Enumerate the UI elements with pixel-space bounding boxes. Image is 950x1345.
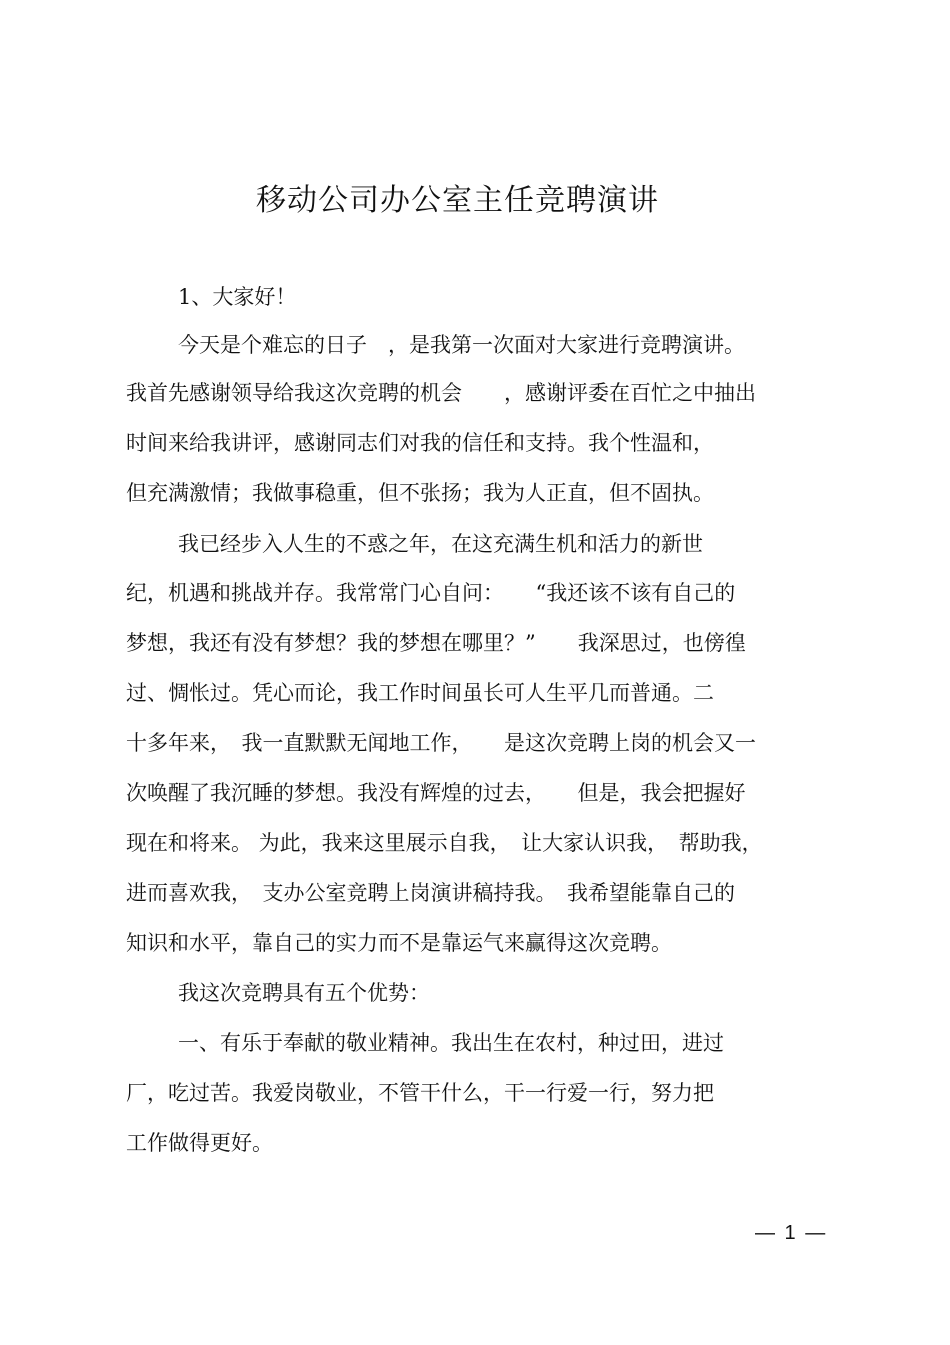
paragraph-line: 时间来给我讲评，感谢同志们对我的信任和支持。我个性温和， bbox=[126, 431, 714, 455]
paragraph-line: 但充满激情；我做事稳重，但不张扬；我为人正直，但不固执。 bbox=[126, 481, 714, 505]
page-number: — 1 — bbox=[755, 1222, 828, 1244]
paragraph-line: 一、有乐于奉献的敬业精神。我出生在农村，种过田，进过 bbox=[178, 1031, 724, 1055]
paragraph-line: 工作做得更好。 bbox=[126, 1131, 273, 1155]
paragraph-line: 我已经步入人生的不惑之年，在这充满生机和活力的新世 bbox=[178, 532, 703, 556]
paragraph-line: 今天是个难忘的日子 ，是我第一次面对大家进行竞聘演讲。 bbox=[178, 333, 745, 357]
paragraph-line: 我这次竞聘具有五个优势： bbox=[178, 981, 430, 1005]
paragraph-line: 次唤醒了我沉睡的梦想。我没有辉煌的过去， 但是，我会把握好 bbox=[126, 781, 746, 805]
paragraph-line: 现在和将来。 为此，我来这里展示自我， 让大家认识我， 帮助我， bbox=[126, 831, 763, 855]
paragraph-line: 过、惆怅过。凭心而论，我工作时间虽长可人生平几而普通。二 bbox=[126, 681, 714, 705]
paragraph-line: 我首先感谢领导给我这次竞聘的机会 ，感谢评委在百忙之中抽出 bbox=[126, 381, 756, 405]
paragraph-line: 1、大家好！ bbox=[178, 285, 297, 309]
paragraph-line: 进而喜欢我， 支办公室竞聘上岗演讲稿持我。 我希望能靠自己的 bbox=[126, 881, 735, 905]
paragraph-line: 知识和水平，靠自己的实力而不是靠运气来赢得这次竞聘。 bbox=[126, 931, 672, 955]
paragraph-line: 十多年来， 我一直默默无闻地工作， 是这次竞聘上岗的机会又一 bbox=[126, 731, 756, 755]
paragraph-line: 纪，机遇和挑战并存。我常常门心自问： “我还该不该有自己的 bbox=[126, 581, 736, 605]
paragraph-line: 梦想，我还有没有梦想？我的梦想在哪里？” 我深思过，也傍徨 bbox=[126, 631, 746, 655]
document-title: 移动公司办公室主任竞聘演讲 bbox=[256, 183, 659, 218]
paragraph-line: 厂，吃过苦。我爱岗敬业，不管干什么，干一行爱一行，努力把 bbox=[126, 1081, 714, 1105]
